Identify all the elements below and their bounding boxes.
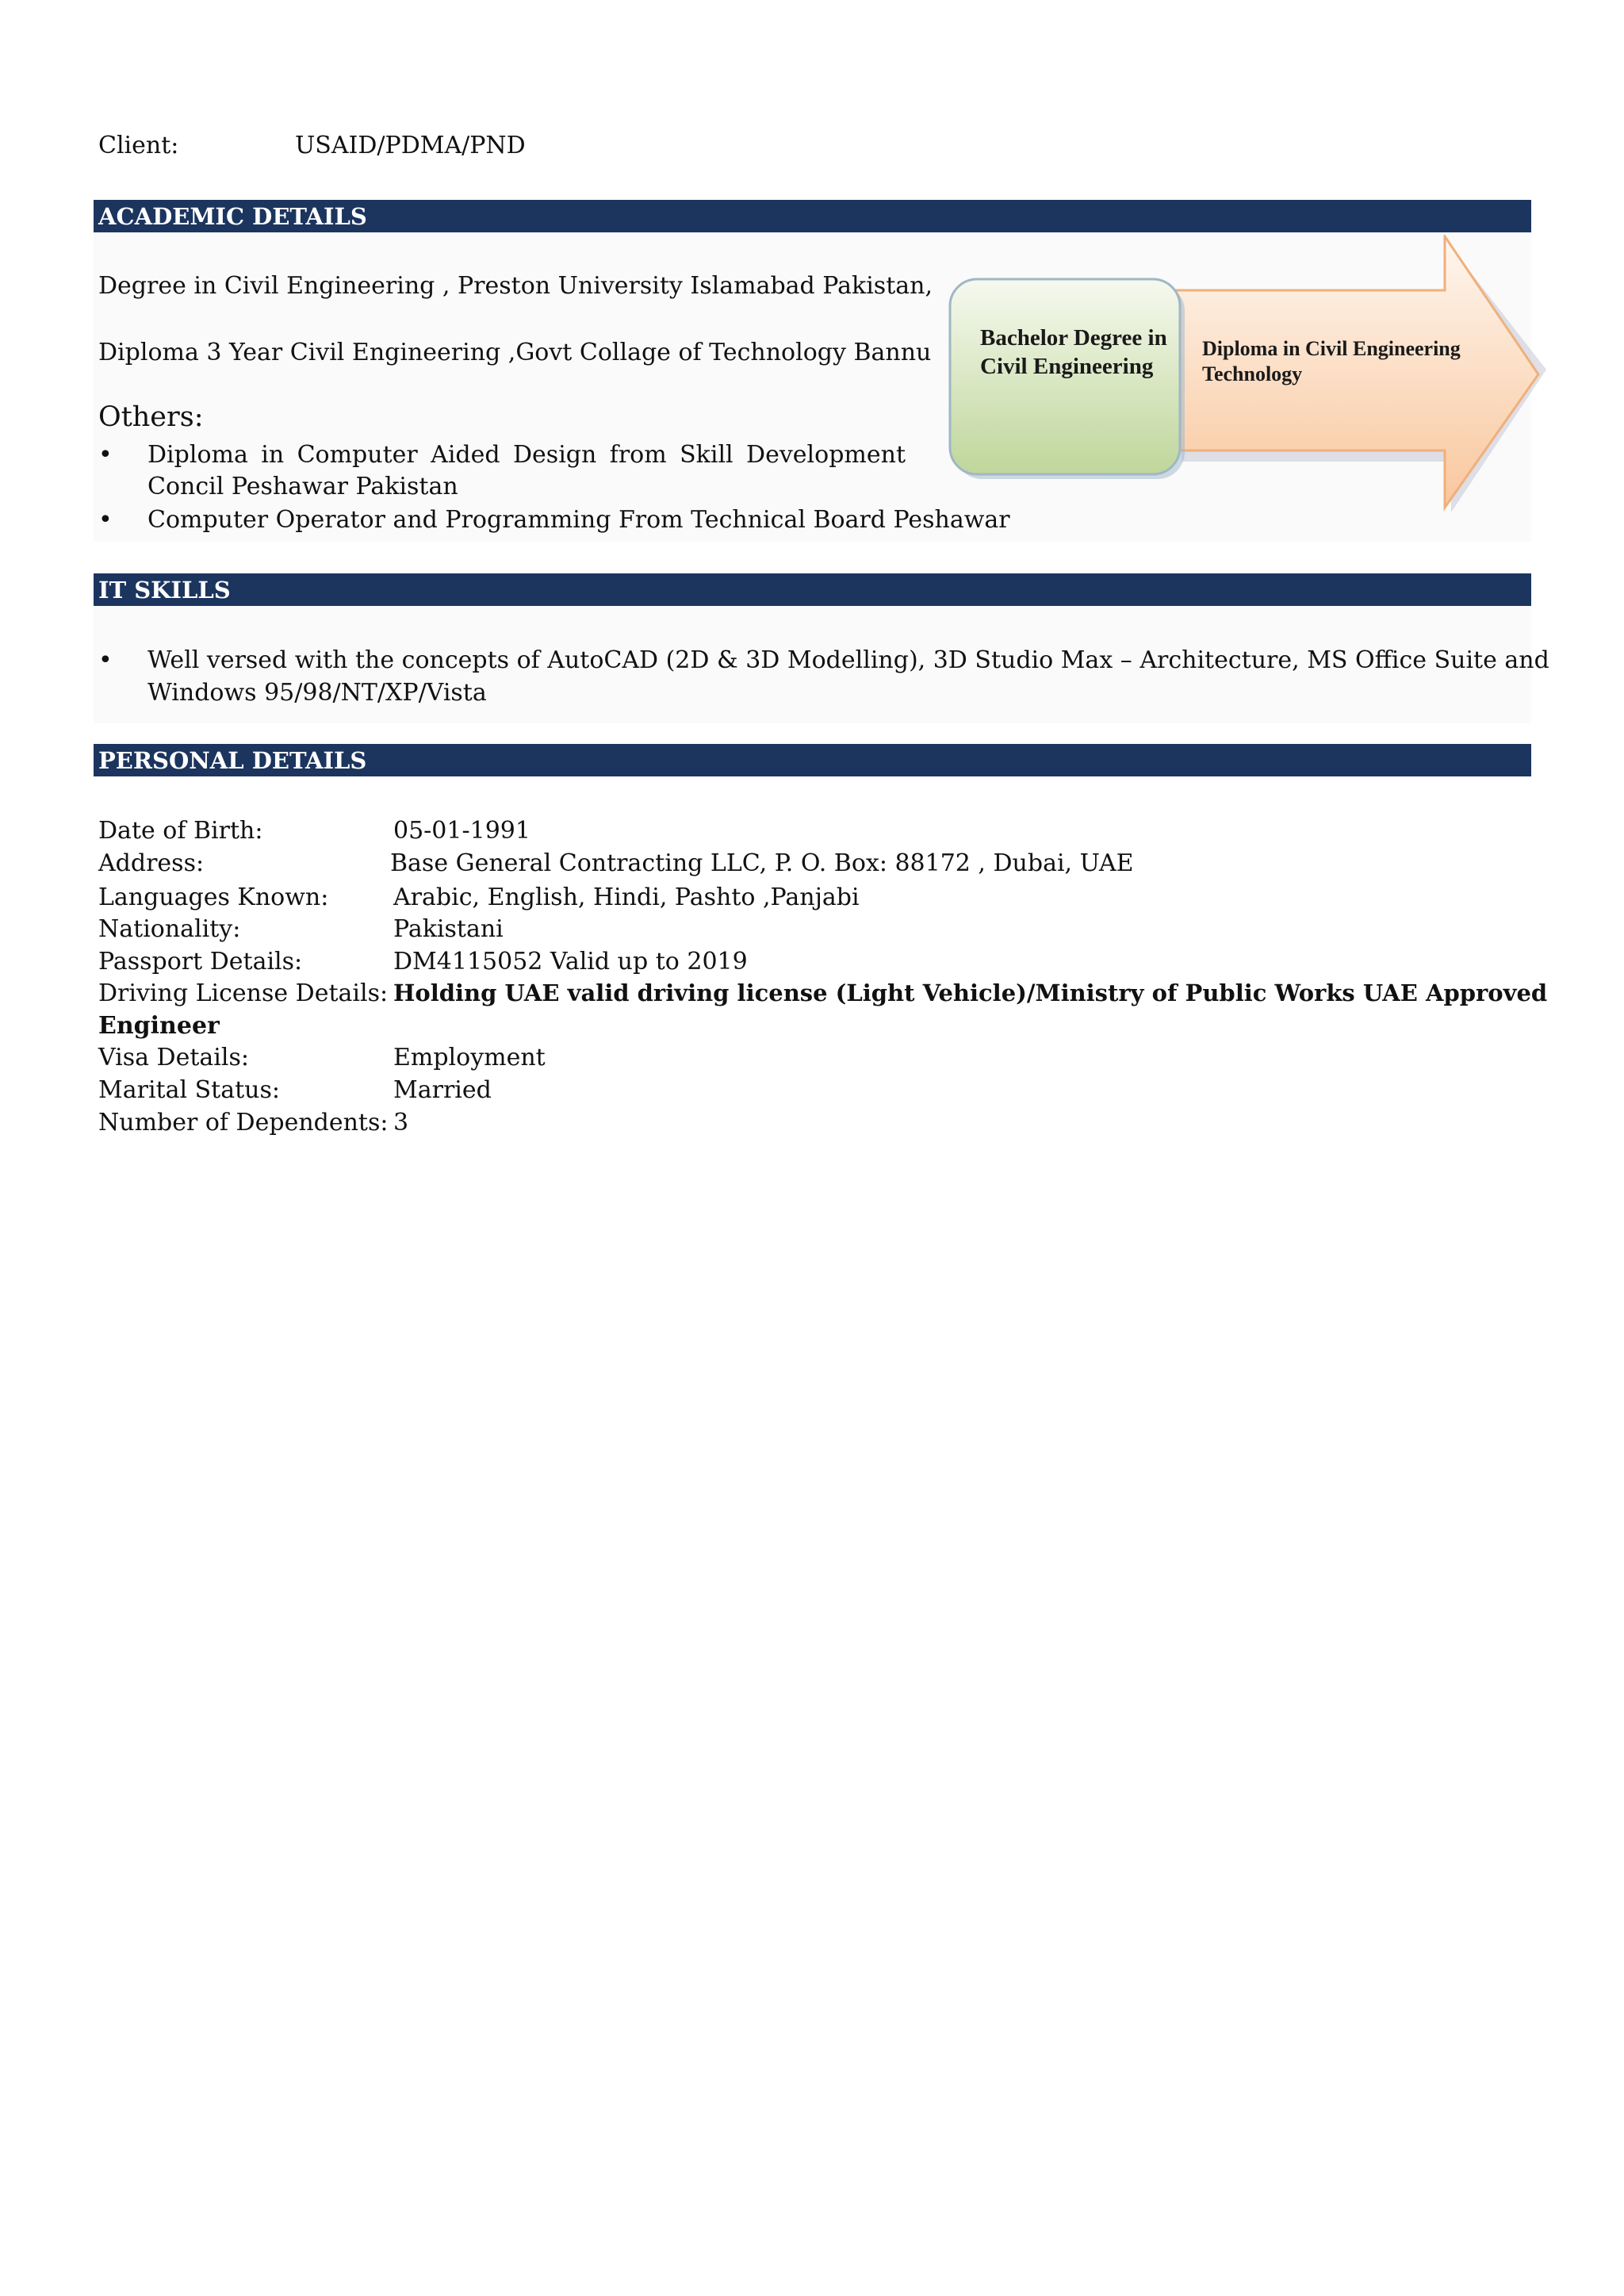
others-item-line: Concil Peshawar Pakistan [147,473,458,500]
academic-details-heading: ACADEMIC DETAILS [94,200,1531,232]
degree-line: Degree in Civil Engineering , Preston University Islamabad Pakistan, [98,272,933,300]
nationality-label: Nationality: [98,915,241,943]
bullet-icon: • [98,441,113,469]
arrow-label: Diploma in Civil Engineering Technology [1202,337,1461,385]
driving-license-value: Holding UAE valid driving license (Light Vehicle)/Ministry of Public Works UAE Approved [393,979,1548,1006]
driving-license-label: Driving License Details: [98,979,389,1007]
others-item-line: Diploma in Computer Aided Design from Skill Development [147,441,906,469]
nationality-value: Pakistani [393,915,504,943]
client-label: Client: [98,132,179,159]
marital-status-value: Married [393,1076,492,1104]
dependents-value: 3 [393,1109,409,1137]
others-item-line: Computer Operator and Programming From Technical Board Peshawar [147,506,1010,534]
dob-value: 05-01-1991 [393,817,530,845]
bachelor-box-label: Bachelor Degree in Civil Engineering [980,325,1167,379]
passport-value: DM4115052 Valid up to 2019 [393,948,748,976]
dependents-label: Number of Dependents: [98,1109,389,1137]
it-skill-line: Well versed with the concepts of AutoCAD (2D & 3D Modelling), 3D Studio Max – Architecture, MS Office Suite and [147,646,1549,674]
address-label: Address: [98,849,205,877]
visa-label: Visa Details: [98,1044,249,1071]
passport-label: Passport Details: [98,948,303,976]
languages-label: Languages Known: [98,884,329,911]
driving-license-value-cont: Engineer [98,1012,220,1040]
address-value: Base General Contracting LLC, P. O. Box: 88172 , Dubai, UAE [390,849,1134,877]
client-value: USAID/PDMA/PND [295,132,526,159]
bullet-icon: • [98,646,113,674]
others-heading: Others: [98,401,204,433]
education-diagram [944,235,1546,512]
marital-status-label: Marital Status: [98,1076,280,1104]
visa-value: Employment [393,1044,546,1071]
bullet-icon: • [98,506,113,534]
languages-value: Arabic, English, Hindi, Pashto ,Panjabi [393,884,860,911]
it-skills-heading: IT SKILLS [94,573,1531,606]
dob-label: Date of Birth: [98,817,263,845]
diploma-line: Diploma 3 Year Civil Engineering ,Govt Collage of Technology Bannu [98,339,932,366]
it-skill-line: Windows 95/98/NT/XP/Vista [147,679,487,707]
personal-details-heading: PERSONAL DETAILS [94,744,1531,776]
